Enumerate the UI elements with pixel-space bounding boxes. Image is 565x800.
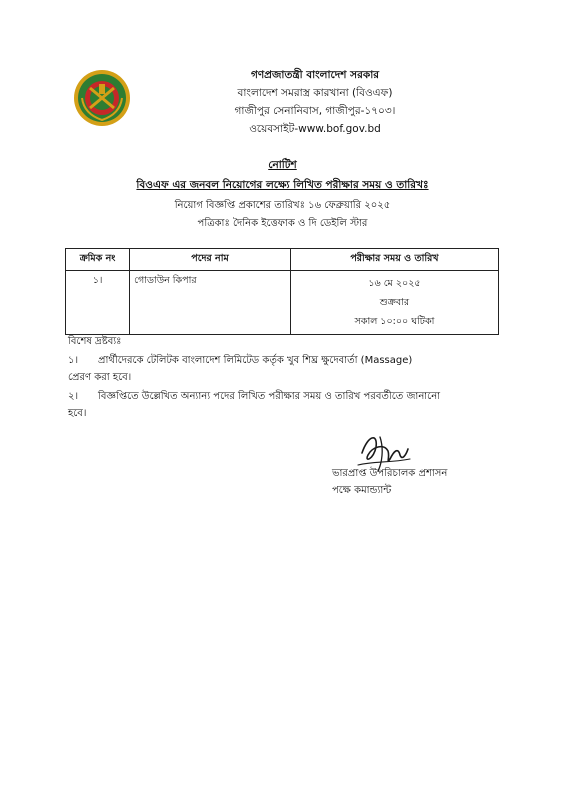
notice-publish-date: নিয়োগ বিজ্ঞপ্তি প্রকাশের তারিখঃ ১৬ ফেব্রুয়ারি ২০২৫ xyxy=(174,200,391,211)
notice-newspapers: পত্রিকাঃ দৈনিক ইত্তেফাক ও দি ডেইলি স্টার xyxy=(197,218,368,229)
remark-number: ১। xyxy=(68,355,79,366)
remark-text: প্রার্থীদেরকে টেলিটক বাংলাদেশ লিমিটেড কর্তৃক খুব শিঘ্র ক্ষুদেবার্তা (Massage) xyxy=(98,355,413,366)
remark-number: ২। xyxy=(68,391,79,402)
header-exam-datetime: পরীক্ষার সময় ও তারিখ xyxy=(290,249,498,271)
signatory-designation: ভারপ্রাপ্ত উপরিচালক প্রশাসন xyxy=(332,468,448,479)
bof-emblem-icon xyxy=(72,68,132,128)
organization-website: ওয়েবসাইট-www.bof.gov.bd xyxy=(249,123,381,135)
letterhead xyxy=(200,66,430,138)
remark-text: বিজ্ঞপ্তিতে উল্লেখিত অন্যান্য পদের লিখিত পরীক্ষার সময় ও তারিখ পরবর্তীতে জানানো xyxy=(98,391,441,402)
remark-item xyxy=(68,388,508,405)
government-name: গণপ্রজাতন্ত্রী বাংলাদেশ সরকার xyxy=(250,69,380,81)
header-post: পদের নাম xyxy=(130,249,291,271)
remark-continuation: হবে। xyxy=(68,408,87,419)
exam-schedule-table xyxy=(65,248,499,335)
signatory-block xyxy=(332,465,512,499)
remark-continuation: প্রেরণ করা হবে। xyxy=(68,372,132,383)
remarks-title: বিশেষ দ্রষ্টব্যঃ xyxy=(68,336,122,347)
organization-address: গাজীপুর সেনানিবাস, গাজীপুর-১৭০৩। xyxy=(234,105,396,117)
organization-name: বাংলাদেশ সমরাস্ত্র কারখানা (বিওএফ) xyxy=(237,87,393,99)
remark-item xyxy=(68,352,508,369)
table-row xyxy=(66,271,499,335)
signatory-on-behalf: পক্ষে কমান্ড্যান্ট xyxy=(332,485,392,496)
header-serial: ক্রমিক নং xyxy=(66,249,130,271)
notice-title: নোটিশ xyxy=(268,159,297,171)
row-post: গোডাউন কিপার xyxy=(130,271,291,335)
row-exam-datetime xyxy=(290,271,498,335)
exam-time: সকাল ১০:০০ ঘটিকা xyxy=(354,316,435,327)
row-serial: ১। xyxy=(66,271,130,335)
exam-day: শুক্রবার xyxy=(379,297,410,308)
notice-subtitle: বিওএফ এর জনবল নিয়োগের লক্ষ্যে লিখিত পরীক্ষার সময় ও তারিখঃ xyxy=(136,179,429,191)
special-remarks xyxy=(68,333,508,422)
table-header-row xyxy=(66,249,499,271)
exam-date: ১৬ মে ২০২৫ xyxy=(368,278,421,289)
